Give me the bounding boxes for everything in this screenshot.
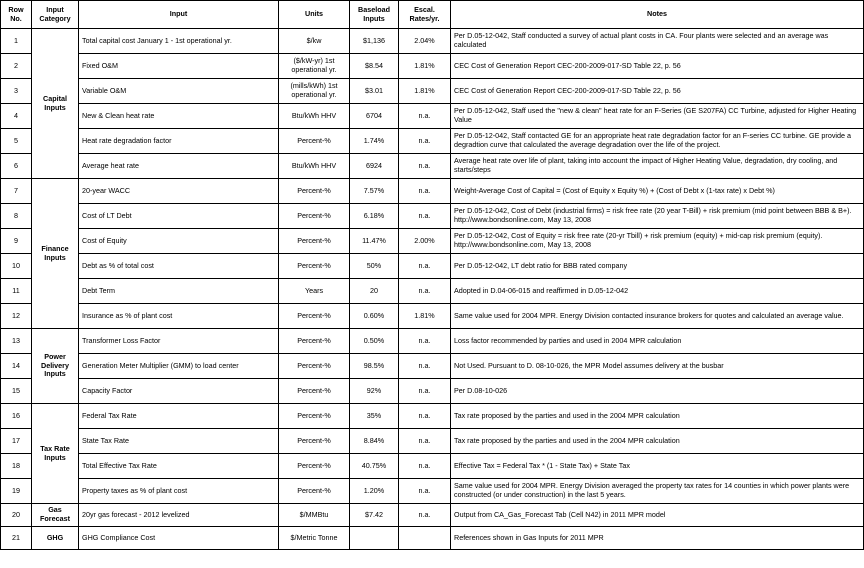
- escalation-rate: n.a.: [399, 179, 451, 204]
- units-cell: (mills/kWh) 1st operational yr.: [279, 79, 350, 104]
- notes-cell: Output from CA_Gas_Forecast Tab (Cell N42) in 2011 MPR model: [451, 504, 864, 527]
- baseload-value: 11.47%: [350, 229, 399, 254]
- escalation-rate: n.a.: [399, 329, 451, 354]
- units-cell: Percent-%: [279, 404, 350, 429]
- baseload-value: 1.20%: [350, 479, 399, 504]
- escalation-rate: n.a.: [399, 104, 451, 129]
- units-cell: Percent-%: [279, 379, 350, 404]
- baseload-value: $7.42: [350, 504, 399, 527]
- header-escal-rates: Escal. Rates/yr.: [399, 1, 451, 29]
- table-row: [1, 379, 864, 404]
- baseload-value: 6704: [350, 104, 399, 129]
- baseload-value: 98.5%: [350, 354, 399, 379]
- notes-cell: Tax rate proposed by the parties and used in the 2004 MPR calculation: [451, 429, 864, 454]
- input-label: Cost of LT Debt: [79, 204, 279, 229]
- input-label: Variable O&M: [79, 79, 279, 104]
- escalation-rate: 1.81%: [399, 304, 451, 329]
- units-cell: $/MMBtu: [279, 504, 350, 527]
- input-label: Generation Meter Multiplier (GMM) to load center: [79, 354, 279, 379]
- row-number: 20: [1, 504, 32, 527]
- row-number: 21: [1, 527, 32, 550]
- baseload-value: 0.50%: [350, 329, 399, 354]
- category-tax-rate-inputs: Tax Rate Inputs: [32, 404, 79, 504]
- input-label: Capacity Factor: [79, 379, 279, 404]
- table-row: [1, 204, 864, 229]
- escalation-rate: n.a.: [399, 129, 451, 154]
- row-number: 11: [1, 279, 32, 304]
- baseload-value: [350, 527, 399, 550]
- baseload-value: 7.57%: [350, 179, 399, 204]
- notes-cell: Tax rate proposed by the parties and used in the 2004 MPR calculation: [451, 404, 864, 429]
- table-row: [1, 504, 864, 527]
- row-number: 8: [1, 204, 32, 229]
- baseload-value: 1.74%: [350, 129, 399, 154]
- row-number: 10: [1, 254, 32, 279]
- row-number: 1: [1, 29, 32, 54]
- table-row: [1, 79, 864, 104]
- category-finance-inputs: Finance Inputs: [32, 179, 79, 329]
- input-label: New & Clean heat rate: [79, 104, 279, 129]
- units-cell: $/Metric Tonne: [279, 527, 350, 550]
- notes-cell: Per D.05-12-042, Staff used the "new & clean" heat rate for an F-Series (GE S207FA) CC Turbine, adjusted for Higher Heating Value: [451, 104, 864, 129]
- row-number: 18: [1, 454, 32, 479]
- escalation-rate: n.a.: [399, 254, 451, 279]
- row-number: 3: [1, 79, 32, 104]
- input-label: Federal Tax Rate: [79, 404, 279, 429]
- notes-cell: Per D.05-12-042, Cost of Debt (industrial firms) = risk free rate (20 year T-Bill) + risk premium (mid point between BBB & B+). http://www.bondsonline.com, May 13, 2008: [451, 204, 864, 229]
- input-label: Cost of Equity: [79, 229, 279, 254]
- escalation-rate: n.a.: [399, 404, 451, 429]
- escalation-rate: n.a.: [399, 354, 451, 379]
- input-label: Average heat rate: [79, 154, 279, 179]
- escalation-rate: n.a.: [399, 429, 451, 454]
- notes-cell: Per D.08-10-026: [451, 379, 864, 404]
- baseload-value: 35%: [350, 404, 399, 429]
- table-row: [1, 454, 864, 479]
- escalation-rate: n.a.: [399, 504, 451, 527]
- baseload-value: 8.84%: [350, 429, 399, 454]
- header-notes: Notes: [451, 1, 864, 29]
- row-number: 6: [1, 154, 32, 179]
- input-label: Total capital cost January 1 - 1st operational yr.: [79, 29, 279, 54]
- table-row: [1, 304, 864, 329]
- notes-cell: Per D.05-12-042, LT debt ratio for BBB rated company: [451, 254, 864, 279]
- units-cell: Percent-%: [279, 204, 350, 229]
- input-label: Insurance as % of plant cost: [79, 304, 279, 329]
- table-row: [1, 329, 864, 354]
- input-label: Heat rate degradation factor: [79, 129, 279, 154]
- baseload-value: 6924: [350, 154, 399, 179]
- units-cell: Percent-%: [279, 229, 350, 254]
- units-cell: Percent-%: [279, 179, 350, 204]
- notes-cell: CEC Cost of Generation Report CEC-200-2009-017-SD Table 22, p. 56: [451, 79, 864, 104]
- table-row: [1, 104, 864, 129]
- row-number: 13: [1, 329, 32, 354]
- notes-cell: Adopted in D.04-06-015 and reaffirmed in D.05-12-042: [451, 279, 864, 304]
- escalation-rate: n.a.: [399, 154, 451, 179]
- units-cell: Percent-%: [279, 354, 350, 379]
- units-cell: Percent-%: [279, 429, 350, 454]
- input-label: GHG Compliance Cost: [79, 527, 279, 550]
- input-label: Property taxes as % of plant cost: [79, 479, 279, 504]
- escalation-rate: n.a.: [399, 379, 451, 404]
- units-cell: $/kw: [279, 29, 350, 54]
- header-input-category: Input Category: [32, 1, 79, 29]
- row-number: 12: [1, 304, 32, 329]
- row-number: 7: [1, 179, 32, 204]
- row-number: 2: [1, 54, 32, 79]
- row-number: 17: [1, 429, 32, 454]
- notes-cell: Weight-Average Cost of Capital = (Cost of Equity x Equity %) + (Cost of Debt x (1-tax rate) x Debt %): [451, 179, 864, 204]
- escalation-rate: 2.04%: [399, 29, 451, 54]
- notes-cell: References shown in Gas Inputs for 2011 MPR: [451, 527, 864, 550]
- escalation-rate: 2.00%: [399, 229, 451, 254]
- row-number: 19: [1, 479, 32, 504]
- input-label: Debt Term: [79, 279, 279, 304]
- baseload-value: $3.01: [350, 79, 399, 104]
- table-row: [1, 29, 864, 54]
- escalation-rate: n.a.: [399, 454, 451, 479]
- units-cell: Percent-%: [279, 129, 350, 154]
- escalation-rate: n.a.: [399, 204, 451, 229]
- units-cell: Percent-%: [279, 304, 350, 329]
- category-power-delivery-inputs: Power Delivery Inputs: [32, 329, 79, 404]
- category-capital-inputs: Capital Inputs: [32, 29, 79, 179]
- baseload-value: 6.18%: [350, 204, 399, 229]
- header-input: Input: [79, 1, 279, 29]
- baseload-value: 20: [350, 279, 399, 304]
- table-row: [1, 404, 864, 429]
- input-label: Transformer Loss Factor: [79, 329, 279, 354]
- table-row: [1, 429, 864, 454]
- table-row: [1, 229, 864, 254]
- row-number: 9: [1, 229, 32, 254]
- input-label: Total Effective Tax Rate: [79, 454, 279, 479]
- escalation-rate: 1.81%: [399, 54, 451, 79]
- header-row-no: Row No.: [1, 1, 32, 29]
- table-row: [1, 354, 864, 379]
- table-row: [1, 154, 864, 179]
- baseload-value: 50%: [350, 254, 399, 279]
- header-units: Units: [279, 1, 350, 29]
- notes-cell: Effective Tax = Federal Tax * (1 - State Tax) + State Tax: [451, 454, 864, 479]
- row-number: 14: [1, 354, 32, 379]
- header-row: [1, 1, 864, 29]
- category-ghg: GHG: [32, 527, 79, 550]
- input-label: Fixed O&M: [79, 54, 279, 79]
- row-number: 15: [1, 379, 32, 404]
- notes-cell: Per D.05-12-042, Cost of Equity = risk free rate (20-yr Tbill) + risk premium (equity) + mid-cap risk premium (equity). http://www.bondsonline.com, May 13, 2008: [451, 229, 864, 254]
- baseload-value: $8.54: [350, 54, 399, 79]
- baseload-value: $1,136: [350, 29, 399, 54]
- notes-cell: Average heat rate over life of plant, taking into account the impact of Higher Heating Value, degradation, dry cooling, and starts/steps: [451, 154, 864, 179]
- baseload-value: 0.60%: [350, 304, 399, 329]
- units-cell: Percent-%: [279, 254, 350, 279]
- table-row: [1, 279, 864, 304]
- units-cell: Btu/kWh HHV: [279, 154, 350, 179]
- notes-cell: Loss factor recommended by parties and used in 2004 MPR calculation: [451, 329, 864, 354]
- escalation-rate: [399, 527, 451, 550]
- header-baseload-inputs: Baseload Inputs: [350, 1, 399, 29]
- table-row: [1, 479, 864, 504]
- escalation-rate: 1.81%: [399, 79, 451, 104]
- units-cell: Years: [279, 279, 350, 304]
- units-cell: Percent-%: [279, 479, 350, 504]
- notes-cell: Same value used for 2004 MPR. Energy Division contacted insurance brokers for quotes and calculated an average value.: [451, 304, 864, 329]
- units-cell: Btu/kWh HHV: [279, 104, 350, 129]
- baseload-value: 92%: [350, 379, 399, 404]
- notes-cell: CEC Cost of Generation Report CEC-200-2009-017-SD Table 22, p. 56: [451, 54, 864, 79]
- table-row: [1, 254, 864, 279]
- table-row: [1, 527, 864, 550]
- units-cell: ($/kW-yr) 1st operational yr.: [279, 54, 350, 79]
- row-number: 4: [1, 104, 32, 129]
- input-label: Debt as % of total cost: [79, 254, 279, 279]
- units-cell: Percent-%: [279, 454, 350, 479]
- table-row: [1, 179, 864, 204]
- category-gas-forecast: Gas Forecast: [32, 504, 79, 527]
- row-number: 16: [1, 404, 32, 429]
- units-cell: Percent-%: [279, 329, 350, 354]
- notes-cell: Not Used. Pursuant to D. 08-10-026, the MPR Model assumes delivery at the busbar: [451, 354, 864, 379]
- table-row: [1, 54, 864, 79]
- escalation-rate: n.a.: [399, 479, 451, 504]
- input-label: State Tax Rate: [79, 429, 279, 454]
- input-label: 20-year WACC: [79, 179, 279, 204]
- notes-cell: Per D.05-12-042, Staff conducted a survey of actual plant costs in CA. Four plants were selected and an average was calculated: [451, 29, 864, 54]
- escalation-rate: n.a.: [399, 279, 451, 304]
- notes-cell: Per D.05-12-042, Staff contacted GE for an appropriate heat rate degradation factor for an F-series CC turbine. GE provide a degradtion curve that calculated the average degradation over the life of the project.: [451, 129, 864, 154]
- baseload-value: 40.75%: [350, 454, 399, 479]
- table-row: [1, 129, 864, 154]
- notes-cell: Same value used for 2004 MPR. Energy Division averaged the property tax rates for 14 counties in which power plants were constructed (or under construction) in the last 5 years.: [451, 479, 864, 504]
- input-label: 20yr gas forecast - 2012 levelized: [79, 504, 279, 527]
- row-number: 5: [1, 129, 32, 154]
